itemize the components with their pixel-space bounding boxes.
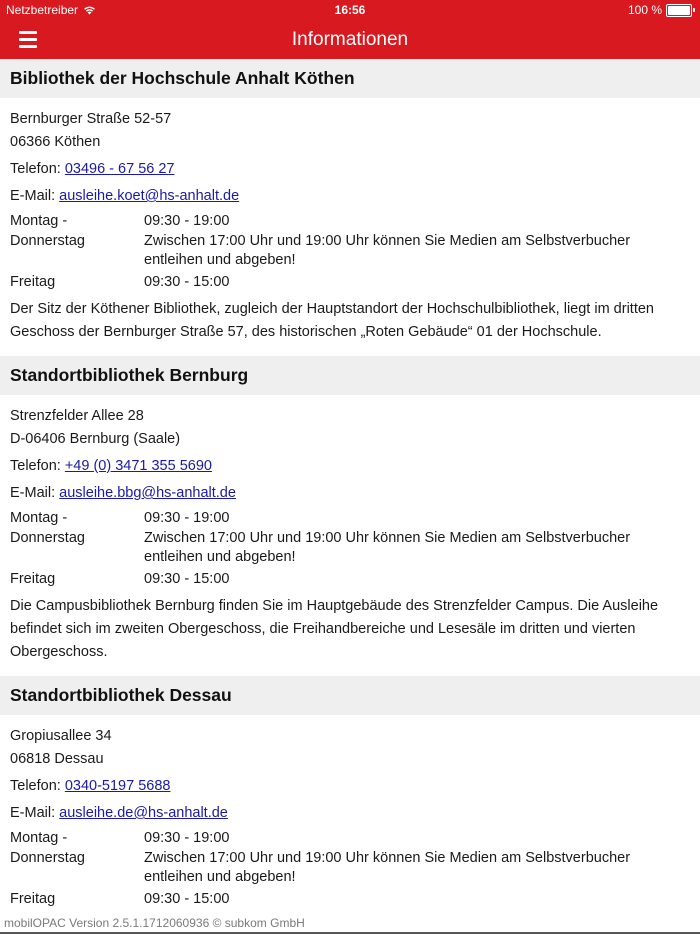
email-link[interactable]: ausleihe.koet@hs-anhalt.de	[59, 188, 240, 204]
email-row	[10, 185, 690, 208]
battery	[628, 0, 692, 20]
opening-hours	[10, 829, 690, 909]
hours-row: Montag - 09:30 - 19:00	[10, 213, 230, 229]
navigation-bar	[0, 20, 700, 59]
email-link[interactable]: ausleihe.de@hs-anhalt.de	[59, 805, 228, 821]
email-row	[10, 802, 690, 825]
phone-row	[10, 158, 690, 181]
battery-full-icon	[666, 4, 692, 17]
hours-row: Montag - 09:30 - 19:00	[10, 510, 230, 526]
hours-row: Donnerstag Zwischen 17:00 Uhr und 19:00 Uhr können Sie Medien am Selbstverbucher entleihen und abgeben!	[10, 849, 631, 885]
phone-link[interactable]: 0340-5197 5688	[64, 778, 171, 794]
info-content[interactable]	[0, 59, 700, 915]
section-description: Die Campusbibliothek Bernburg finden Sie im Hauptgebäude des Strenzfelder Campus. Die Ausleihe befindet sich im zweiten Obergeschoss, die Freihandbereiche und Lesesäle im dritten und vierten Obergeschoss.	[10, 598, 659, 660]
address-city: D-06406 Bernburg (Saale)	[10, 431, 181, 447]
phone-link[interactable]: +49 (0) 3471 355 5690	[64, 458, 212, 474]
battery-percent: 100 %	[627, 3, 662, 17]
email-row	[10, 482, 690, 505]
hours-row: Freitag 09:30 - 15:00	[10, 890, 230, 907]
section-description: Der Sitz der Köthener Bibliothek, zugleich der Hauptstandort der Hochschulbibliothek, liegt im dritten Geschoss der Bernburger Straße 57, des historischen „Roten Gebäude“ 01 der Hochschule.	[10, 301, 654, 340]
section-title: Standortbibliothek Dessau	[0, 676, 700, 715]
status-bar	[0, 0, 700, 20]
email-label: E-Mail:	[10, 485, 56, 501]
phone-link[interactable]: 03496 - 67 56 27	[64, 161, 175, 177]
address-street: Strenzfelder Allee 28	[10, 408, 144, 424]
carrier-label: Netzbetreiber	[6, 3, 79, 17]
hours-row: Donnerstag Zwischen 17:00 Uhr und 19:00 Uhr können Sie Medien am Selbstverbucher entleihen und abgeben!	[10, 232, 631, 268]
phone-label: Telefon:	[10, 161, 61, 177]
email-label: E-Mail:	[10, 805, 56, 821]
section-title: Bibliothek der Hochschule Anhalt Köthen	[0, 59, 700, 98]
address-city: 06818 Dessau	[10, 751, 104, 767]
hours-row: Montag - 09:30 - 19:00	[10, 830, 230, 846]
hours-row: Freitag 09:30 - 15:00	[10, 570, 230, 587]
email-link[interactable]: ausleihe.bbg@hs-anhalt.de	[59, 485, 236, 501]
address-street: Bernburger Straße 52-57	[10, 111, 172, 127]
phone-label: Telefon:	[10, 458, 61, 474]
hours-row: Freitag 09:30 - 15:00	[10, 273, 230, 290]
phone-label: Telefon:	[10, 778, 61, 794]
version-footer: mobilOPAC Version 2.5.1.1712060936 © subkom GmbH	[0, 915, 700, 932]
opening-hours	[10, 509, 690, 589]
app-header	[0, 0, 700, 59]
section-title: Standortbibliothek Bernburg	[0, 356, 700, 395]
library-section-bernburg	[0, 356, 700, 676]
phone-row	[10, 455, 690, 478]
opening-hours	[10, 212, 690, 292]
address-street: Gropiusallee 34	[10, 728, 112, 744]
hours-row: Donnerstag Zwischen 17:00 Uhr und 19:00 Uhr können Sie Medien am Selbstverbucher entleihen und abgeben!	[10, 529, 631, 565]
address-city: 06366 Köthen	[10, 134, 101, 150]
library-section-dessau	[0, 676, 700, 915]
clock: 16:56	[334, 3, 366, 17]
page-title: Informationen	[291, 29, 409, 50]
email-label: E-Mail:	[10, 188, 56, 204]
phone-row	[10, 775, 690, 798]
library-section-koethen	[0, 59, 700, 356]
